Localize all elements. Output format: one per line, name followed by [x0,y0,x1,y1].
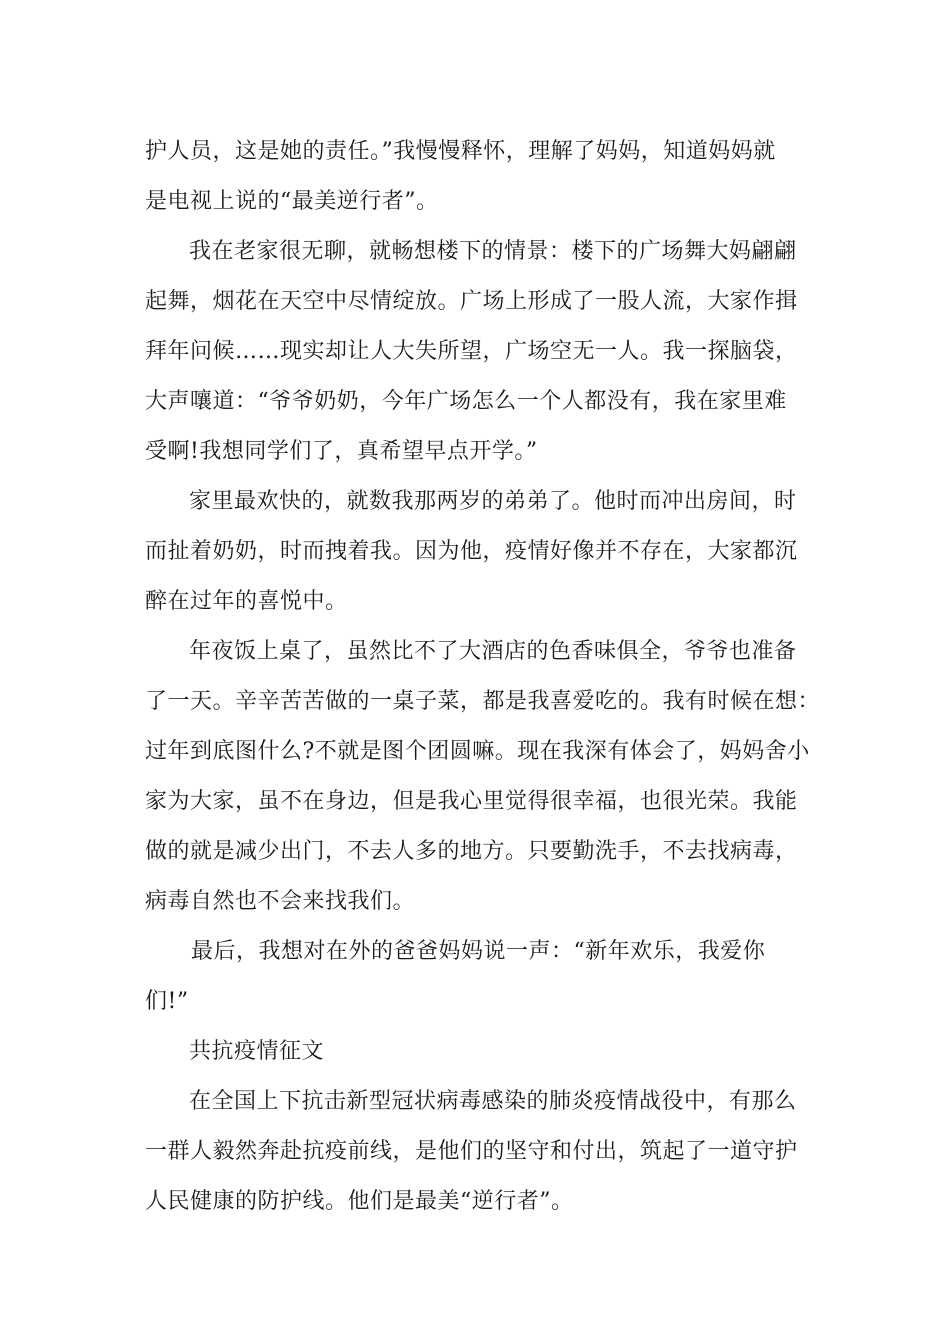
text-line: 起舞，烟花在天空中尽情绽放。广场上形成了一股人流，大家作揖 [145,289,798,314]
paragraph-first-line: 年夜饭上桌了，虽然比不了大酒店的色香味俱全，爷爷也准备 [189,639,797,664]
text-line: 人民健康的防护线。他们是最美“逆行者”。 [145,1189,574,1214]
text-line: 护人员，这是她的责任。”我慢慢释怀，理解了妈妈，知道妈妈就 [145,139,776,164]
text-line: 做的就是减少出门，不去人多的地方。只要勤洗手，不去找病毒， [145,839,798,864]
text-line: 大声嚷道：“爷爷奶奶，今年广场怎么一个人都没有，我在家里难 [145,389,787,414]
text-line: 醉在过年的喜悦中。 [145,589,348,614]
text-line: 拜年问候……现实却让人大失所望，广场空无一人。我一探脑袋， [145,339,798,364]
text-line: 们!” [145,989,189,1014]
text-line: 是电视上说的“最美逆行者”。 [145,189,439,214]
section-title: 共抗疫情征文 [189,1039,325,1064]
paragraph-first-line: 我在老家很无聊，就畅想楼下的情景：楼下的广场舞大妈翩翩 [189,239,797,264]
text-line: 家为大家，虽不在身边，但是我心里觉得很幸福，也很光荣。我能 [145,789,798,814]
paragraph-first-line: 在全国上下抗击新型冠状病毒感染的肺炎疫情战役中，有那么 [189,1089,797,1114]
paragraph-first-line: 家里最欢快的，就数我那两岁的弟弟了。他时而冲出房间，时 [189,489,797,514]
text-line: 受啊!我想同学们了，真希望早点开学。” [145,439,538,464]
text-line: 而扯着奶奶，时而拽着我。因为他，疫情好像并不存在，大家都沉 [145,539,798,564]
paragraph-first-line: 最后，我想对在外的爸爸妈妈说一声：“新年欢乐，我爱你 [191,939,766,964]
text-line: 过年到底图什么?不就是图个团圆嘛。现在我深有体会了，妈妈舍小 [145,739,810,764]
text-line: 病毒自然也不会来找我们。 [145,889,416,914]
text-line: 一群人毅然奔赴抗疫前线，是他们的坚守和付出，筑起了一道守护 [145,1139,798,1164]
text-line: 了一天。辛辛苦苦做的一桌子菜，都是我喜爱吃的。我有时候在想： [145,689,821,714]
